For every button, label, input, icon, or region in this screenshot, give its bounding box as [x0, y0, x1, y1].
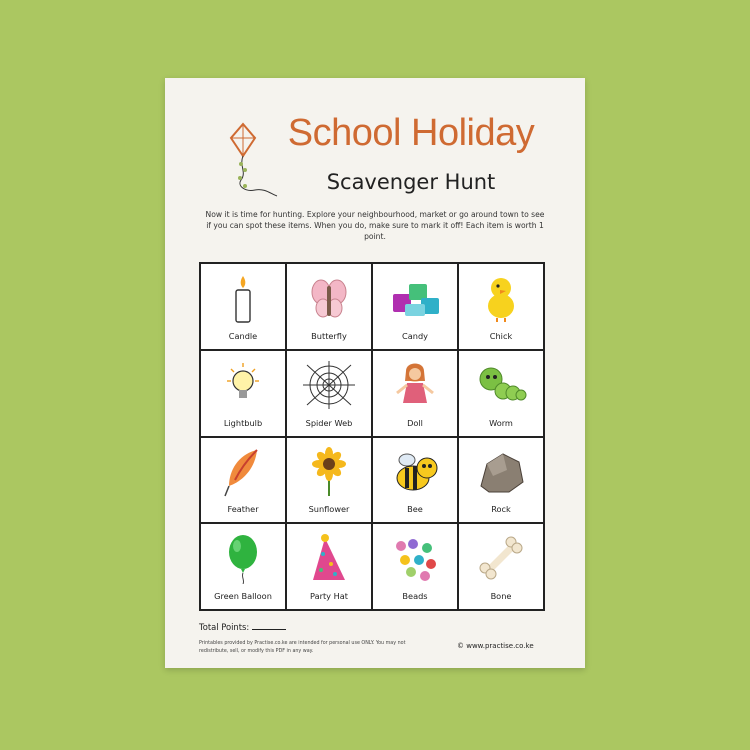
instructions-text: Now it is time for hunting. Explore your neighbourhood, market or go around town to see if you can spot these items. When you do, make sure to mark it off! Each item is worth 1 point. [205, 210, 545, 241]
website-credit: © www.practise.co.ke [457, 642, 534, 650]
doll-icon [387, 359, 443, 411]
item-label: Bee [407, 504, 423, 515]
party-hat-icon [301, 532, 357, 584]
worm-icon [473, 359, 529, 411]
grid-cell[interactable] [372, 350, 458, 437]
item-label: Rock [491, 504, 511, 515]
rock-icon [473, 446, 529, 498]
item-label: Lightbulb [223, 417, 263, 428]
item-label: Beads [402, 591, 428, 601]
grid-cell[interactable] [200, 523, 286, 610]
butterfly-icon [301, 272, 357, 324]
bone-icon [473, 532, 529, 584]
item-label: Feather [227, 504, 259, 515]
worksheet-subtitle: Scavenger Hunt [326, 170, 496, 194]
total-points-label: Total Points: [199, 622, 250, 632]
beads-icon [387, 532, 443, 584]
item-label: Chick [489, 330, 513, 341]
item-label: Sunflower [308, 504, 350, 515]
grid-cell[interactable] [286, 437, 372, 524]
worksheet-page [165, 78, 585, 668]
candle-icon [215, 272, 271, 324]
grid-cell[interactable] [458, 437, 544, 524]
grid-cell[interactable] [286, 350, 372, 437]
item-label: Butterfly [311, 330, 347, 341]
sunflower-icon [301, 446, 357, 498]
worksheet-title: School Holiday [287, 112, 535, 154]
disclaimer-text: Printables provided by Practise.co.ke are intended for personal use ONLY. You may not redistribute, sell, or modify this PDF in any way. [199, 641, 406, 654]
item-label: Doll [407, 417, 423, 428]
grid-cell[interactable] [458, 350, 544, 437]
grid-cell[interactable] [200, 350, 286, 437]
grid-cell[interactable] [372, 263, 458, 350]
grid-cell[interactable] [458, 523, 544, 610]
grid-cell[interactable] [458, 263, 544, 350]
feather-icon [215, 446, 271, 498]
grid-cell[interactable] [286, 523, 372, 610]
lightbulb-icon [215, 359, 271, 411]
item-label: Candy [402, 330, 428, 341]
chick-icon [473, 272, 529, 324]
grid-cell[interactable] [200, 263, 286, 350]
item-label: Party Hat [310, 591, 348, 601]
item-label: Spider Web [305, 417, 353, 428]
spider-web-icon [301, 359, 357, 411]
green-balloon-icon [215, 532, 271, 584]
total-points-blank[interactable] [252, 629, 286, 630]
grid-cell[interactable] [200, 437, 286, 524]
item-label: Candle [228, 330, 258, 341]
grid-cell[interactable] [372, 437, 458, 524]
item-label: Bone [490, 591, 512, 601]
item-label: Green Balloon [214, 591, 272, 601]
candy-icon [387, 272, 443, 324]
scavenger-grid [199, 262, 545, 611]
item-label: Worm [489, 417, 513, 428]
bee-icon [387, 446, 443, 498]
grid-cell[interactable] [286, 263, 372, 350]
total-points [199, 622, 286, 632]
grid-cell[interactable] [372, 523, 458, 610]
